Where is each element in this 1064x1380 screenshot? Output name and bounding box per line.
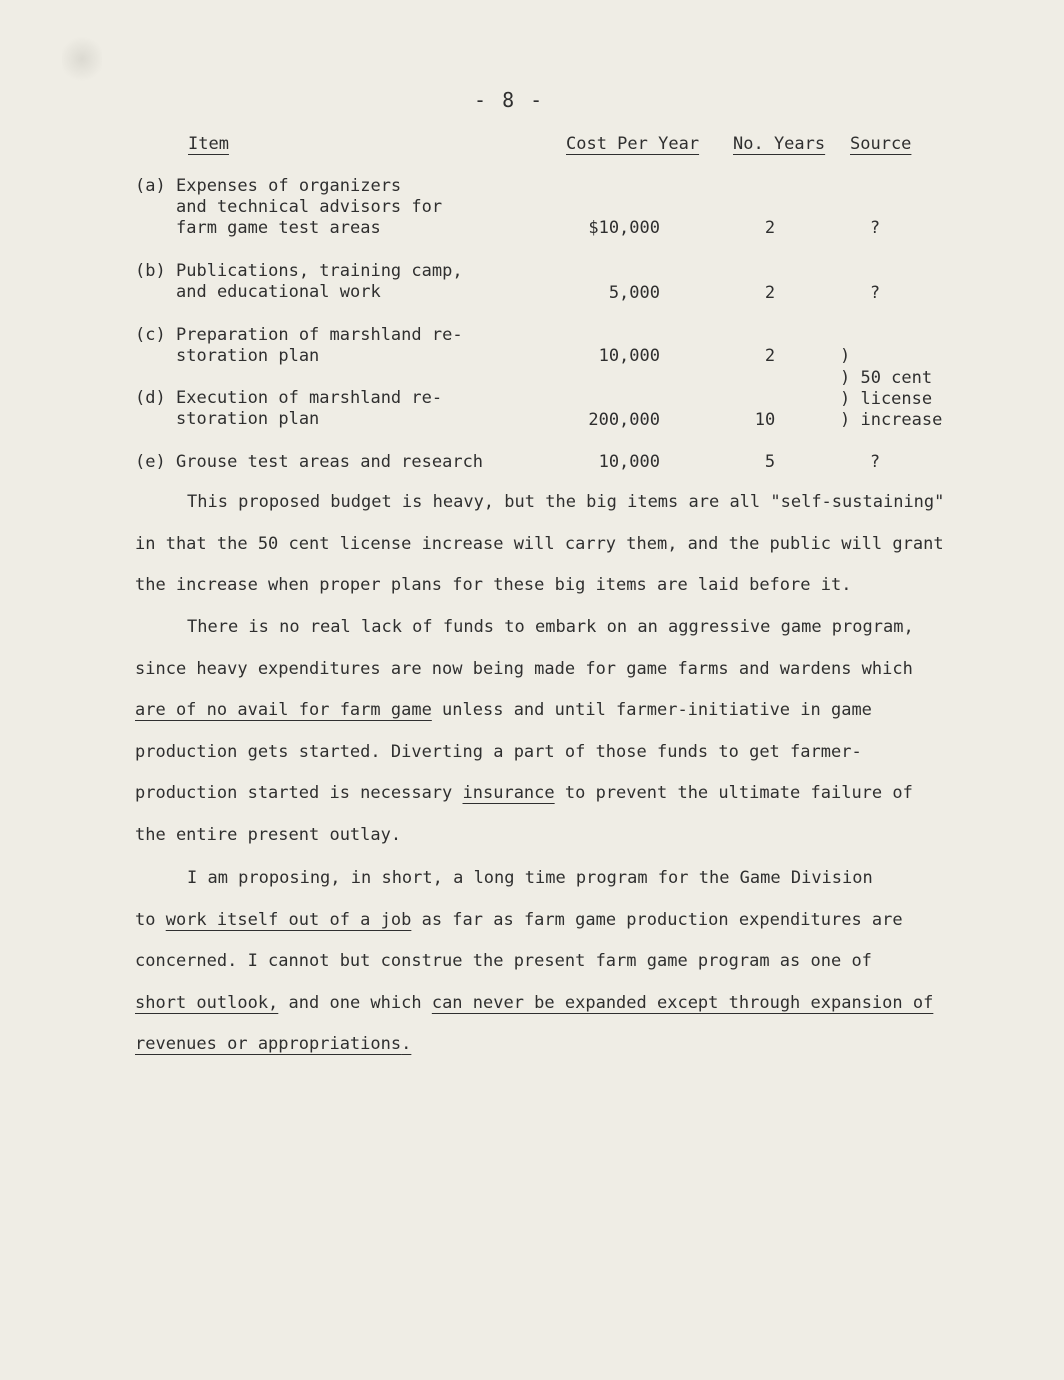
bracket-source-1: )	[840, 346, 851, 366]
row-e-years: 5	[764, 452, 776, 472]
row-a-desc-1: Expenses of organizers	[176, 176, 402, 196]
p3-line-4-m: and one which	[278, 992, 432, 1013]
row-e-label: (e)	[135, 452, 166, 472]
p2-line-5-b: to prevent the ultimate failure of	[554, 783, 913, 804]
p3-line-2	[135, 900, 975, 942]
bracket-source-2: ) 50 cent	[840, 368, 933, 388]
row-a-source: ?	[869, 218, 881, 238]
row-d-label: (d)	[135, 388, 166, 408]
p2-line-1: There is no real lack of funds to embark on an aggressive game program,	[187, 617, 914, 637]
row-d-desc-2: storation plan	[176, 409, 320, 429]
p2-underline-1: are of no avail for farm game	[135, 700, 432, 721]
row-b-years: 2	[764, 283, 776, 303]
row-b-desc-1: Publications, training camp,	[176, 261, 463, 281]
row-b-label: (b)	[135, 261, 166, 281]
header-cost: Cost Per Year	[566, 134, 700, 154]
row-b-cost: 5,000	[608, 283, 660, 303]
p2-line-3	[135, 690, 975, 732]
row-d-desc-1: Execution of marshland re-	[176, 388, 443, 408]
p3-line-1: I am proposing, in short, a long time program for the Game Division	[187, 868, 873, 888]
row-b-desc-2: and educational work	[176, 282, 381, 302]
p3-underline-revenues: revenues or appropriations	[135, 1034, 402, 1055]
row-e-source: ?	[869, 452, 881, 472]
row-c-label: (c)	[135, 325, 166, 345]
row-e-desc-1: Grouse test areas and research	[176, 452, 484, 472]
page-number: - 8 -	[474, 88, 545, 112]
p3-line-5	[135, 1024, 975, 1066]
header-years: No. Years	[733, 134, 826, 154]
p2-underline-insurance: insurance	[462, 783, 555, 804]
bracket-source-4: ) increase	[840, 410, 943, 430]
header-item: Item	[188, 134, 229, 154]
row-a-desc-3: farm game test areas	[176, 218, 381, 238]
row-c-years: 2	[764, 346, 776, 366]
p2-line-2: since heavy expenditures are now being made for game farms and wardens which	[135, 658, 913, 679]
p3-underline-expanded: can never be expanded except through expansion of	[431, 992, 934, 1013]
p3-line-4	[135, 983, 975, 1025]
p1-line-2: in that the 50 cent license increase will carry them, and the public will grant	[135, 533, 944, 554]
p2-line-5-a: production started is necessary	[135, 783, 463, 804]
paper-smudge	[62, 34, 102, 84]
row-a-label: (a)	[135, 176, 166, 196]
row-d-cost: 200,000	[588, 410, 660, 430]
p3-line-3: concerned. I cannot but construe the present farm game program as one of	[135, 951, 872, 972]
row-c-cost: 10,000	[598, 346, 660, 366]
row-b-source: ?	[869, 283, 881, 303]
p3-line-5-end: .	[401, 1034, 412, 1055]
p3-line-2-a: to	[135, 909, 166, 930]
row-c-desc-2: storation plan	[176, 346, 320, 366]
paragraph-3	[135, 858, 975, 1066]
row-c-desc-1: Preparation of marshland re-	[176, 325, 463, 345]
row-a-cost: $10,000	[588, 218, 660, 238]
p2-line-6: the entire present outlay.	[135, 824, 402, 845]
p1-line-3: the increase when proper plans for these big items are laid before it.	[135, 575, 852, 596]
row-e-cost: 10,000	[598, 452, 660, 472]
p2-line-3-rest: unless and until farmer-initiative in game	[431, 700, 872, 721]
p2-line-5	[135, 773, 975, 815]
p3-underline-outlook: short outlook,	[135, 992, 279, 1013]
p3-line-2-b: as far as farm game production expenditures are	[411, 909, 903, 930]
row-a-years: 2	[764, 218, 776, 238]
row-a-desc-2: and technical advisors for	[176, 197, 443, 217]
bracket-source-3: ) license	[840, 389, 933, 409]
header-source: Source	[850, 134, 912, 154]
row-d-years: 10	[754, 410, 776, 430]
paragraph-1	[135, 482, 975, 607]
p3-underline-job: work itself out of a job	[165, 909, 412, 930]
paragraph-2	[135, 607, 975, 857]
p2-line-4: production gets started. Diverting a part of those funds to get farmer-	[135, 741, 862, 762]
p1-line-1: This proposed budget is heavy, but the big items are all "self-sustaining"	[187, 492, 945, 512]
